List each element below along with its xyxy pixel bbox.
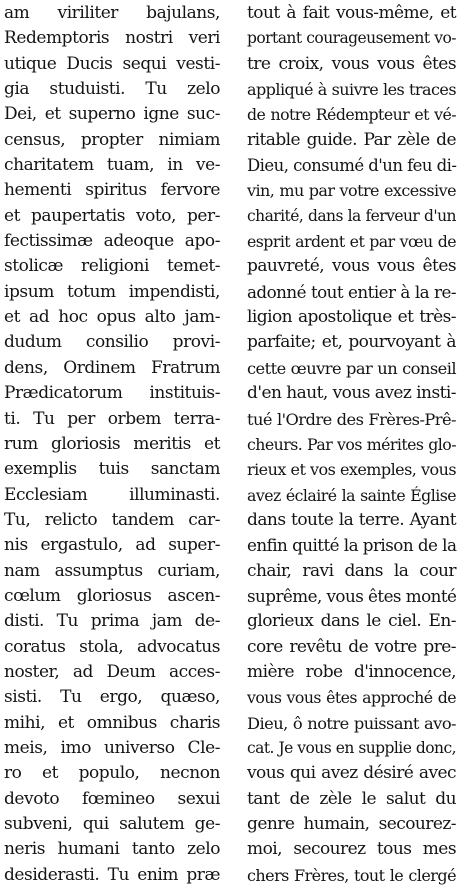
- latin-text-line: coratus stola, advocatus: [4, 636, 220, 657]
- french-text-line: dans toute la terre. Ayant: [247, 509, 456, 530]
- latin-text-line: dens, Ordinem Fratrum: [4, 357, 220, 378]
- latin-text-line: hementi spiritus fervore: [4, 180, 220, 201]
- french-text-line: pauvreté, vous vous êtes: [247, 256, 456, 277]
- latin-text-line: desiderasti. Tu enim præ: [4, 864, 220, 885]
- french-text-line: tant de zèle le salut du: [247, 788, 456, 809]
- french-text-line: chair, ravi dans la cour: [247, 560, 456, 581]
- latin-text-line: ro et populo, necnon: [4, 763, 220, 784]
- french-text-line: genre humain, secourez-: [247, 814, 456, 834]
- french-text-line: appliqué à suivre les traces: [247, 80, 456, 100]
- french-text-line: ritable guide. Par zèle de: [247, 129, 456, 150]
- french-text-line: glorieux dans le ciel. En-: [247, 611, 456, 632]
- french-text-line: tué l'Ordre des Frères-Prê-: [247, 409, 456, 429]
- french-text-line: vous qui avez désiré avec: [247, 763, 456, 784]
- latin-text-line: rum gloriosis meritis et: [4, 433, 220, 454]
- latin-text-line: ipsum totum impendisti,: [4, 281, 220, 302]
- french-text-line: tre croix, vous vous êtes: [247, 53, 456, 74]
- french-text-line: de notre Rédempteur et vé-: [247, 105, 456, 125]
- latin-column: [4, 1, 220, 888]
- latin-text-line: exemplis tuis sanctam: [4, 459, 220, 480]
- french-text-line: suprême, vous êtes monté: [247, 585, 457, 606]
- french-text-line: charité, dans la ferveur d'un: [247, 206, 456, 225]
- french-text-line: parfaite; et, pourvoyant à: [247, 332, 456, 353]
- latin-text-line: census, propter nimiam: [4, 129, 220, 150]
- french-text-line: cheurs. Par vos mérites glo-: [247, 434, 456, 454]
- latin-text-line: mihi, et omnibus charis: [4, 712, 220, 733]
- french-text-line: d'en haut, vous avez insti-: [247, 383, 456, 404]
- latin-text-line: disti. Tu prima jam de-: [4, 611, 220, 632]
- latin-text-line: utique Ducis sequi vesti-: [4, 53, 220, 74]
- french-text-line: rieux et vos exemples, vous: [247, 460, 456, 480]
- latin-text-line: fectissimæ adeoque apo-: [4, 231, 220, 252]
- french-column: [247, 1, 456, 888]
- french-text-line: tout à fait vous-même, et: [247, 3, 456, 23]
- french-text-line: cette œuvre par un conseil: [247, 358, 456, 378]
- latin-text-line: charitatem tuam, in ve-: [4, 155, 220, 176]
- french-text-line: esprit ardent et par vœu de: [247, 232, 456, 252]
- latin-text-line: meis, imo universo Cle-: [4, 737, 220, 758]
- french-text-line: enfin quitté la prison de la: [247, 535, 457, 556]
- latin-text-line: et paupertatis voto, per-: [4, 205, 220, 226]
- french-text-line: core revêtu de votre pre-: [247, 636, 456, 657]
- latin-text-line: gia studuisti. Tu zelo: [4, 79, 220, 100]
- french-text-line: vin, mu par votre excessive: [247, 181, 456, 201]
- french-text-line: cat. Je vous en supplie donc,: [247, 738, 456, 757]
- latin-text-line: Ecclesiam illuminasti.: [4, 484, 220, 505]
- french-text-line: ligion apostolique et très-: [247, 307, 456, 328]
- french-text-line: portant courageusement vo-: [247, 29, 456, 48]
- latin-text-line: nis ergastulo, ad super-: [4, 535, 220, 556]
- latin-text-line: et ad hoc opus alto jam-: [4, 307, 220, 328]
- latin-text-line: nam assumptus curiam,: [4, 560, 220, 581]
- latin-text-line: Tu, relicto tandem car-: [4, 509, 220, 530]
- french-text-line: adonné tout entier à la re-: [247, 281, 456, 302]
- latin-text-line: sisti. Tu ergo, quæso,: [4, 687, 220, 708]
- latin-text-line: am viriliter bajulans,: [4, 3, 220, 23]
- latin-text-line: devoto fœmineo sexui: [4, 788, 220, 809]
- latin-text-line: subveni, qui salutem ge-: [4, 814, 220, 834]
- latin-text-line: Prædicatorum instituis-: [4, 383, 220, 404]
- french-text-line: chers Frères, tout le clergé: [247, 865, 456, 885]
- french-text-line: vous vous êtes approché de: [247, 688, 456, 708]
- french-text-line: Dieu, ô notre puissant avo-: [247, 713, 456, 733]
- french-text-line: moi, secourez tous mes: [247, 839, 456, 860]
- latin-text-line: neris humani tanto zelo: [4, 839, 220, 860]
- french-text-line: avez éclairé la sainte Église: [247, 485, 456, 505]
- latin-text-line: ti. Tu per orbem terra-: [4, 408, 220, 429]
- latin-text-line: cœlum gloriosus ascen-: [4, 585, 220, 606]
- latin-text-line: noster, ad Deum acces-: [4, 661, 220, 682]
- latin-text-line: Dei, et superno igne suc-: [4, 104, 220, 125]
- french-text-line: Dieu, consumé d'un feu di-: [247, 156, 457, 176]
- latin-text-line: dudum consilio provi-: [4, 332, 220, 353]
- latin-text-line: Redemptoris nostri veri: [4, 28, 220, 49]
- french-text-line: mière robe d'innocence,: [247, 661, 456, 682]
- latin-text-line: stolicæ religioni temet-: [4, 256, 220, 277]
